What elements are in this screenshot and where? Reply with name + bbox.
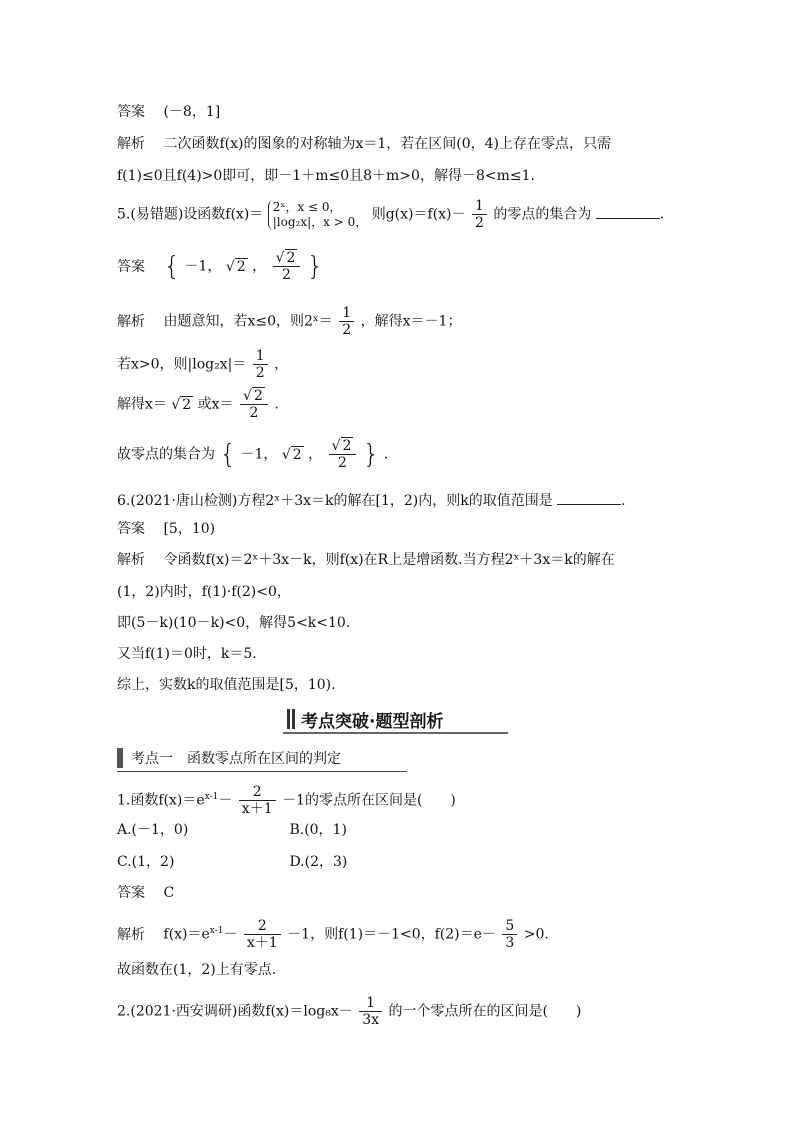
- q5-analysis-set-part1: －1，: [240, 446, 278, 463]
- q5-analysis-set-sqrt2: √ 2: [281, 446, 302, 463]
- answer-label: 答案: [117, 104, 145, 120]
- q5-analysis-text2: 若x>0，则|log₂x|＝: [117, 356, 247, 373]
- q6-answer: [5，10): [163, 521, 216, 537]
- p1-answer: C: [163, 885, 175, 901]
- q5-analysis-text4: 故零点的集合为: [117, 446, 215, 463]
- q6-answer-line: [117, 519, 215, 539]
- answer-label: 答案: [117, 258, 145, 275]
- q4-analysis-line2: [117, 166, 535, 186]
- analysis-label: 解析: [117, 926, 145, 943]
- q5-answer-part2: ，: [252, 258, 267, 275]
- section-banner-bars: [287, 709, 297, 733]
- analysis-label: 解析: [117, 552, 145, 568]
- option-d: D.(2，3): [289, 854, 348, 870]
- q6-analysis-text3: 即(5－k)(10－k)<0，解得5<k<10.: [117, 615, 351, 631]
- p1-answer-line: [117, 883, 174, 903]
- section-banner: [283, 704, 508, 734]
- p2-stem-frac: $\frac{1}{3x}$: [359, 995, 382, 1028]
- q6-analysis-line3: [117, 613, 350, 633]
- q6-answer-blank: [557, 490, 621, 505]
- topic-header: [117, 744, 407, 772]
- q5-analysis-set-part2: ，: [308, 446, 323, 463]
- q5-analysis-text3: 解得x＝: [117, 396, 167, 413]
- q6-analysis-line4: [117, 644, 257, 664]
- q5-piece1: 2ˣ，x ≤ 0，: [272, 199, 342, 214]
- q5-analysis-line2: [117, 348, 288, 381]
- q5-analysis-frac3: $\frac{√ 2}{2}$: [240, 388, 268, 421]
- q5-analysis-text3-mid: 或x＝: [197, 396, 234, 413]
- q5-analysis-sqrt2: √ 2: [171, 396, 192, 413]
- q5-stem: 5.(易错题)设函数f(x)＝ 2ˣ，x ≤ 0， |log₂x|，x > 0， 则g(x)＝f(x)－ $\frac{1}{2}$ 的零点的集合为 .: [117, 198, 665, 231]
- p1-stem: 1.函数$f(x)=e^{x-1}-$ $\frac{2}{x+1}$ －1的零点所在区间是( ): [117, 784, 456, 817]
- q5-analysis-line4: 故零点的集合为 { －1， √ 2 ， $\frac{√ 2}{2}$ } .: [117, 438, 389, 471]
- p2-stem-suffix: 的一个零点所在的区间是( ): [388, 1003, 582, 1020]
- q5-analysis-text3-end: .: [274, 396, 279, 413]
- section-title: 考点突破·题型剖析: [301, 712, 444, 732]
- p1-analysis-frac1: $\frac{2}{x+1}$: [244, 918, 281, 951]
- q5-half-fraction: $\frac{1}{2}$: [472, 198, 487, 231]
- q5-answer-part1: －1，: [184, 258, 222, 275]
- q5-piece2: |log₂x|，x > 0，: [272, 214, 368, 229]
- analysis-label: 解析: [117, 313, 145, 330]
- q5-analysis-frac1: $\frac{1}{2}$: [339, 305, 354, 338]
- q6-stem: 6.(2021·唐山检测)方程2ˣ＋3x＝k的解在[1，2)内，则k的取值范围是 .: [117, 490, 626, 511]
- q5-stem-middle: 则g(x)＝f(x)－: [371, 206, 466, 223]
- p1-options-row2: [117, 852, 347, 872]
- q5-answer-blank: [596, 204, 660, 219]
- q6-analysis-text5: 综上，实数k的取值范围是[5，10).: [117, 677, 336, 693]
- q6-analysis-line5: [117, 675, 336, 695]
- q5-analysis-frac2: $\frac{1}{2}$: [253, 348, 268, 381]
- q5-piecewise: [268, 200, 368, 230]
- p1-conclusion: [117, 960, 276, 980]
- p1-analysis-line: 解析 $f(x)=e^{x-1}-$ $\frac{2}{x+1}$ －1，则f(1)＝－1<0，f(2)＝e－ $\frac{5}{3}$ >0.: [117, 918, 549, 951]
- p2-stem-prefix: 2.(2021·西安调研)函数f(x)＝log₈x－: [117, 1003, 353, 1020]
- answer-label: 答案: [117, 885, 145, 901]
- p1-stem-frac: $\frac{2}{x+1}$: [239, 784, 276, 817]
- q5-analysis-text1: 由题意知，若x≤0，则2ˣ＝: [163, 313, 333, 330]
- q5-stem-suffix: 的零点的集合为: [493, 206, 592, 223]
- q5-analysis-line1: [117, 305, 461, 338]
- topic-title: 考点一 函数零点所在区间的判定: [131, 751, 341, 767]
- q4-answer-line: [117, 102, 220, 122]
- p1-conclusion-text: 故函数在(1，2)上有零点.: [117, 962, 277, 978]
- q5-answer-frac: $\frac{√ 2}{2}$: [273, 250, 301, 283]
- q6-analysis-line2: [117, 582, 291, 602]
- q5-answer-line: 答案 { －1， √ 2 ， $\frac{√ 2}{2}$ }: [117, 250, 324, 283]
- q4-answer: (－8，1]: [163, 104, 221, 120]
- p2-stem: [117, 995, 581, 1028]
- p1-stem-prefix: 1.函数f(x)＝e: [117, 792, 205, 809]
- q6-analysis-text1: 令函数f(x)＝2ˣ＋3x－k，则f(x)在R上是增函数.当方程2ˣ＋3x＝k的解在: [163, 552, 615, 568]
- q5-answer-sqrt2: √ 2: [225, 258, 246, 275]
- q5-analysis-line3: [117, 388, 279, 421]
- option-c: C.(1，2): [117, 854, 175, 870]
- answer-label: 答案: [117, 521, 145, 537]
- q5-analysis-text2-end: ，: [274, 356, 289, 373]
- q5-analysis-text1-end: ，解得x＝－1；: [360, 313, 462, 330]
- q5-analysis-set-frac: $\frac{√ 2}{2}$: [329, 438, 357, 471]
- q4-analysis-line1: [117, 134, 611, 154]
- p1-options-row1: [117, 820, 347, 840]
- option-a: A.(－1，0): [117, 822, 189, 838]
- option-b: B.(0，1): [289, 822, 347, 838]
- q5-analysis-text4-end: .: [383, 446, 389, 463]
- topic-marker: [117, 748, 123, 768]
- q4-analysis-text1: 二次函数f(x)的图象的对称轴为x＝1，若在区间(0，4)上存在零点，只需: [163, 136, 611, 152]
- q6-stem-text: 6.(2021·唐山检测)方程2ˣ＋3x＝k的解在[1，2)内，则k的取值范围是: [117, 493, 553, 509]
- p1-stem-suffix: －1的零点所在区间是( ): [282, 792, 456, 809]
- q5-stem-prefix: 5.(易错题)设函数f(x)＝: [117, 206, 264, 223]
- q4-analysis-text2: f(1)≤0且f(4)>0即可，即－1＋m≤0且8＋m>0，解得－8<m≤1.: [117, 168, 535, 184]
- q6-analysis-text4: 又当f(1)＝0时，k＝5.: [117, 646, 257, 662]
- p1-analysis-frac2: $\frac{5}{3}$: [502, 918, 517, 951]
- q6-analysis-text2: (1，2)内时，f(1)·f(2)<0，: [117, 584, 291, 600]
- q6-analysis-line1: [117, 550, 615, 570]
- analysis-label: 解析: [117, 136, 145, 152]
